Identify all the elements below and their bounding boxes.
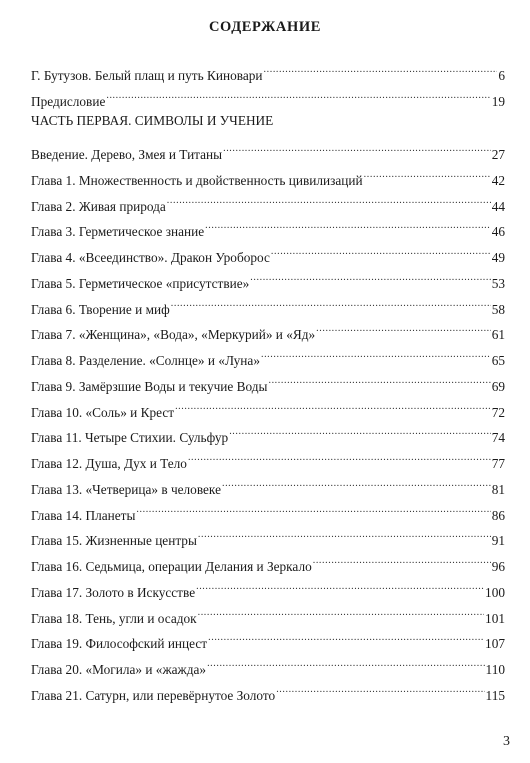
dot-leader — [205, 211, 491, 237]
dot-leader — [198, 520, 491, 546]
dot-leader — [276, 674, 484, 700]
dot-leader — [268, 365, 490, 391]
toc-entry-label: Глава 16. Седьмица, операции Делания и Зеркало — [31, 559, 312, 574]
dot-leader — [167, 185, 491, 211]
dot-leader — [313, 545, 491, 571]
dot-leader — [106, 80, 490, 106]
toc-entry-label: Глава 1. Множественность и двойственность цивилизаций — [31, 172, 363, 188]
toc-entry-label: Глава 18. Тень, угли и осадок — [31, 610, 197, 626]
toc-entry-page: 46 — [491, 224, 505, 240]
toc-entry-page: 27 — [491, 147, 505, 162]
toc-entry-page: 81 — [491, 481, 505, 497]
toc-entry-label: Глава 2. Живая природа — [31, 198, 166, 214]
toc-entry-label: Глава 7. «Женщина», «Вода», «Меркурий» и «Яд» — [31, 327, 316, 343]
dot-leader — [208, 623, 484, 649]
toc-entry-page: 72 — [491, 404, 505, 420]
dot-leader — [229, 417, 491, 443]
toc-entry-label: Глава 4. «Всеединство». Дракон Уроборос — [31, 250, 270, 265]
toc-entry-label: Глава 21. Сатурн, или перевёрнутое Золото — [31, 687, 276, 703]
toc-entry-label: Глава 15. Жизненные центры — [31, 533, 197, 549]
toc-entry-label: Глава 14. Планеты — [31, 507, 136, 523]
toc-entry-page: 42 — [491, 172, 505, 188]
dot-leader — [207, 648, 484, 674]
toc-entry-page: 44 — [491, 198, 505, 214]
toc-entry-page: 91 — [491, 533, 505, 549]
toc-entry-label: Глава 12. Душа, Дух и Тело — [31, 456, 187, 471]
toc-entry-page: 100 — [485, 584, 505, 600]
toc-entry-label: Глава 8. Разделение. «Солнце» и «Луна» — [31, 353, 260, 368]
toc-row-front-0 — [31, 54, 505, 83]
dot-leader — [136, 494, 490, 520]
dot-leader — [171, 288, 491, 314]
toc-entry-label: Глава 6. Творение и миф — [31, 301, 170, 317]
toc-entry-label: Глава 13. «Четверица» в человеке — [31, 481, 221, 497]
toc-entry-page: 107 — [485, 636, 505, 652]
table-of-contents — [31, 54, 505, 703]
toc-entry-page: 65 — [491, 353, 505, 368]
dot-leader — [264, 54, 498, 80]
toc-entry-page: 53 — [491, 275, 505, 291]
toc-entry-page: 61 — [491, 327, 505, 343]
section-heading: ЧАСТЬ ПЕРВАЯ. СИМВОЛЫ И УЧЕНИЕ — [31, 112, 274, 128]
dot-leader — [250, 262, 490, 288]
toc-entry-page: 74 — [491, 430, 505, 446]
toc-entry-label: Глава 11. Четыре Стихии. Сульфур — [31, 430, 229, 446]
toc-entry-page: 69 — [491, 378, 505, 394]
dot-leader — [175, 391, 491, 417]
toc-entry-label: Введение. Дерево, Змея и Титаны — [31, 147, 223, 162]
toc-entry-label: Глава 5. Герметическое «присутствие» — [31, 275, 250, 291]
toc-entry-page: 58 — [491, 301, 505, 317]
dot-leader — [188, 442, 491, 468]
toc-entry-page: 77 — [491, 456, 505, 471]
toc-entry-label: Предисловие — [31, 93, 106, 109]
dot-leader — [223, 133, 491, 159]
dot-leader — [364, 159, 491, 185]
toc-entry-label: Глава 10. «Соль» и Крест — [31, 404, 175, 420]
toc-entry-page: 101 — [485, 610, 505, 626]
dot-leader — [196, 571, 484, 597]
chapter-list — [31, 133, 505, 703]
dot-leader — [198, 597, 484, 623]
toc-entry-page: 115 — [485, 687, 505, 703]
dot-leader — [261, 339, 491, 365]
page-number: 3 — [503, 734, 510, 749]
toc-entry-page: 19 — [491, 93, 505, 109]
toc-entry-page: 6 — [498, 67, 505, 83]
toc-entry-label: Глава 19. Философский инцест — [31, 636, 208, 652]
toc-entry-page: 86 — [491, 507, 505, 523]
toc-entry-page: 96 — [491, 559, 505, 574]
page-title: СОДЕРЖАНИЕ — [208, 19, 322, 35]
toc-entry-page: 49 — [491, 250, 505, 265]
toc-row — [31, 133, 505, 162]
toc-entry-label: Глава 20. «Могила» и «жажда» — [31, 662, 207, 677]
toc-entry-label: Глава 9. Замёрзшие Воды и текучие Воды — [31, 378, 268, 394]
dot-leader — [316, 314, 491, 340]
toc-entry-label: Г. Бутузов. Белый плащ и путь Киновари — [31, 67, 263, 83]
dot-leader — [271, 236, 491, 262]
toc-entry-label: Глава 3. Герметическое знание — [31, 224, 205, 240]
dot-leader — [222, 468, 491, 494]
toc-entry-page: 110 — [485, 662, 505, 677]
toc-entry-label: Глава 17. Золото в Искусстве — [31, 584, 196, 600]
